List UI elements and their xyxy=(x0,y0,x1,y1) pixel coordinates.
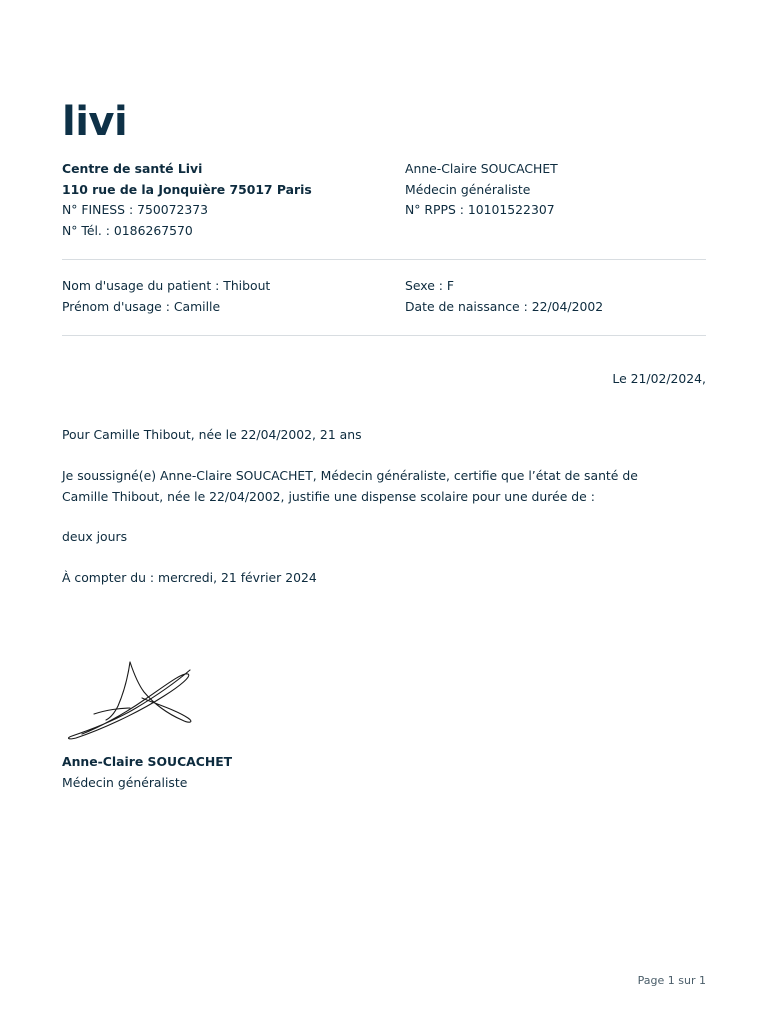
patient-firstname: Prénom d'usage : Camille xyxy=(62,298,221,314)
patient-name-column xyxy=(62,276,402,317)
signature-name: Anne-Claire SOUCACHET xyxy=(62,754,233,769)
patient-surname: Nom d'usage du patient : Thibout xyxy=(62,278,271,293)
patient-details-column xyxy=(405,276,705,317)
divider-bottom xyxy=(62,335,706,336)
letter-start-date: À compter du : mercredi, 21 février 2024 xyxy=(62,570,317,585)
signature-block xyxy=(62,752,706,793)
letter-body: Je soussigné(e) Anne-Claire SOUCACHET, Médecin généraliste, certifie que l’état de santé de Camille Thibout, née le 22/04/2002, justifie une dispense scolaire pour une durée de : xyxy=(62,468,638,504)
divider-top xyxy=(62,259,706,260)
doctor-info xyxy=(405,159,705,221)
signature-title: Médecin généraliste xyxy=(62,774,188,790)
clinic-info xyxy=(62,159,402,241)
clinic-name: Centre de santé Livi xyxy=(62,161,203,176)
clinic-finess: N° FINESS : 750072373 xyxy=(62,202,209,217)
page-number: Page 1 sur 1 xyxy=(637,974,706,987)
letter-for-line: Pour Camille Thibout, née le 22/04/2002, 21 ans xyxy=(62,427,362,442)
doctor-name: Anne-Claire SOUCACHET xyxy=(405,161,558,176)
doctor-signature xyxy=(64,658,204,744)
doctor-rpps: N° RPPS : 10101522307 xyxy=(405,202,555,217)
patient-sex: Sexe : F xyxy=(405,278,455,293)
livi-logo: livi xyxy=(62,99,128,145)
clinic-address: 110 rue de la Jonquière 75017 Paris xyxy=(62,181,312,197)
letter-duration: deux jours xyxy=(62,529,128,544)
certificate-page xyxy=(62,0,706,1024)
patient-birthdate: Date de naissance : 22/04/2002 xyxy=(405,298,604,314)
clinic-phone: N° Tél. : 0186267570 xyxy=(62,222,193,238)
letter-date: Le 21/02/2024, xyxy=(612,371,706,386)
doctor-title: Médecin généraliste xyxy=(405,181,531,197)
